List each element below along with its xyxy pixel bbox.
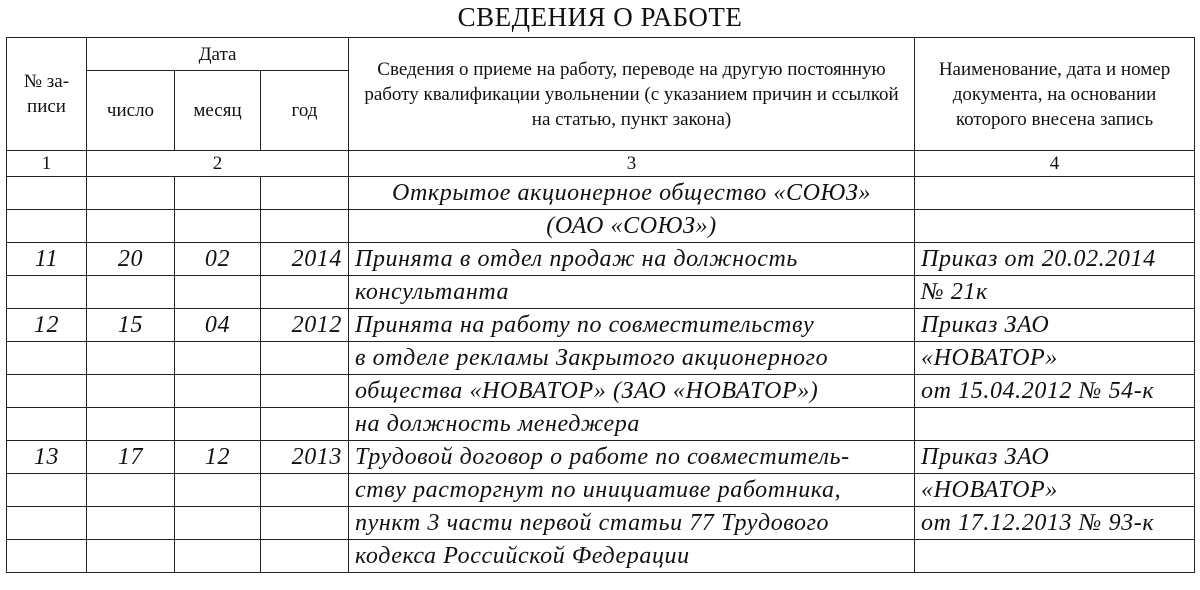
- info-cell: в отделе рекламы Закрытого акционерного: [349, 342, 915, 375]
- day-cell: [87, 375, 175, 408]
- table-row: [7, 441, 1195, 474]
- record-number: 13: [7, 441, 87, 474]
- year-cell: 2014: [261, 243, 349, 276]
- header-date: Дата: [87, 38, 349, 71]
- year-cell: [261, 210, 349, 243]
- document-cell: [915, 540, 1195, 573]
- info-cell: ству расторгнут по инициативе работника,: [349, 474, 915, 507]
- document-cell: Приказ ЗАО: [915, 441, 1195, 474]
- day-cell: [87, 210, 175, 243]
- column-number: 2: [87, 151, 349, 177]
- day-cell: [87, 177, 175, 210]
- month-cell: [175, 540, 261, 573]
- day-cell: [87, 474, 175, 507]
- year-cell: [261, 540, 349, 573]
- day-cell: [87, 408, 175, 441]
- column-number: 3: [349, 151, 915, 177]
- info-cell: консультанта: [349, 276, 915, 309]
- month-cell: [175, 177, 261, 210]
- document-cell: [915, 408, 1195, 441]
- month-cell: [175, 210, 261, 243]
- day-cell: 15: [87, 309, 175, 342]
- record-number: [7, 507, 87, 540]
- record-number: 11: [7, 243, 87, 276]
- header-info: Сведения о приеме на работу, переводе на другую постоянную работу квалификации увольнении (с указанием причин и ссылкой на статью, пункт закона): [349, 38, 915, 151]
- record-number: [7, 210, 87, 243]
- info-cell: Трудовой договор о работе по совместитель-: [349, 441, 915, 474]
- record-number: [7, 177, 87, 210]
- year-cell: [261, 408, 349, 441]
- day-cell: [87, 507, 175, 540]
- day-cell: [87, 342, 175, 375]
- table-row: [7, 243, 1195, 276]
- month-cell: [175, 408, 261, 441]
- month-cell: 04: [175, 309, 261, 342]
- header-month: месяц: [175, 71, 261, 151]
- header-year: год: [261, 71, 349, 151]
- column-number: 4: [915, 151, 1195, 177]
- document-cell: «НОВАТОР»: [915, 342, 1195, 375]
- header-record-number: № за-писи: [7, 38, 87, 151]
- table-row: [7, 507, 1195, 540]
- year-cell: [261, 342, 349, 375]
- month-cell: [175, 375, 261, 408]
- info-cell: (ОАО «СОЮЗ»): [349, 210, 915, 243]
- day-cell: [87, 540, 175, 573]
- document-cell: [915, 210, 1195, 243]
- info-cell: кодекса Российской Федерации: [349, 540, 915, 573]
- table-row: [7, 375, 1195, 408]
- header-day: число: [87, 71, 175, 151]
- record-number: [7, 540, 87, 573]
- month-cell: [175, 342, 261, 375]
- table-row: [7, 177, 1195, 210]
- record-number: [7, 375, 87, 408]
- month-cell: 12: [175, 441, 261, 474]
- month-cell: [175, 276, 261, 309]
- year-cell: 2012: [261, 309, 349, 342]
- info-cell: на должность менеджера: [349, 408, 915, 441]
- day-cell: 20: [87, 243, 175, 276]
- record-number: [7, 474, 87, 507]
- table-row: [7, 276, 1195, 309]
- document-cell: Приказ ЗАО: [915, 309, 1195, 342]
- info-cell: пункт 3 части первой статьи 77 Трудового: [349, 507, 915, 540]
- day-cell: [87, 276, 175, 309]
- info-cell: общества «НОВАТОР» (ЗАО «НОВАТОР»): [349, 375, 915, 408]
- year-cell: 2013: [261, 441, 349, 474]
- document-cell: [915, 177, 1195, 210]
- year-cell: [261, 474, 349, 507]
- year-cell: [261, 507, 349, 540]
- record-number: [7, 276, 87, 309]
- record-number: 12: [7, 309, 87, 342]
- record-number: [7, 342, 87, 375]
- month-cell: [175, 507, 261, 540]
- table-row: [7, 408, 1195, 441]
- table-row: [7, 342, 1195, 375]
- document-cell: № 21к: [915, 276, 1195, 309]
- month-cell: [175, 474, 261, 507]
- info-cell: Принята в отдел продаж на должность: [349, 243, 915, 276]
- document-cell: от 15.04.2012 № 54-к: [915, 375, 1195, 408]
- document-cell: «НОВАТОР»: [915, 474, 1195, 507]
- year-cell: [261, 177, 349, 210]
- month-cell: 02: [175, 243, 261, 276]
- column-number: 1: [7, 151, 87, 177]
- document-cell: Приказ от 20.02.2014: [915, 243, 1195, 276]
- page-title: СВЕДЕНИЯ О РАБОТЕ: [457, 2, 743, 32]
- document-cell: от 17.12.2013 № 93-к: [915, 507, 1195, 540]
- table-row: [7, 210, 1195, 243]
- info-cell: Принята на работу по совместительству: [349, 309, 915, 342]
- info-cell: Открытое акционерное общество «СОЮЗ»: [349, 177, 915, 210]
- year-cell: [261, 375, 349, 408]
- work-record-table: [6, 37, 1195, 573]
- table-row: [7, 474, 1195, 507]
- table-row: [7, 309, 1195, 342]
- record-number: [7, 408, 87, 441]
- year-cell: [261, 276, 349, 309]
- table-row: [7, 540, 1195, 573]
- day-cell: 17: [87, 441, 175, 474]
- header-document: Наименование, дата и номер документа, на основании которого внесена запись: [915, 38, 1195, 151]
